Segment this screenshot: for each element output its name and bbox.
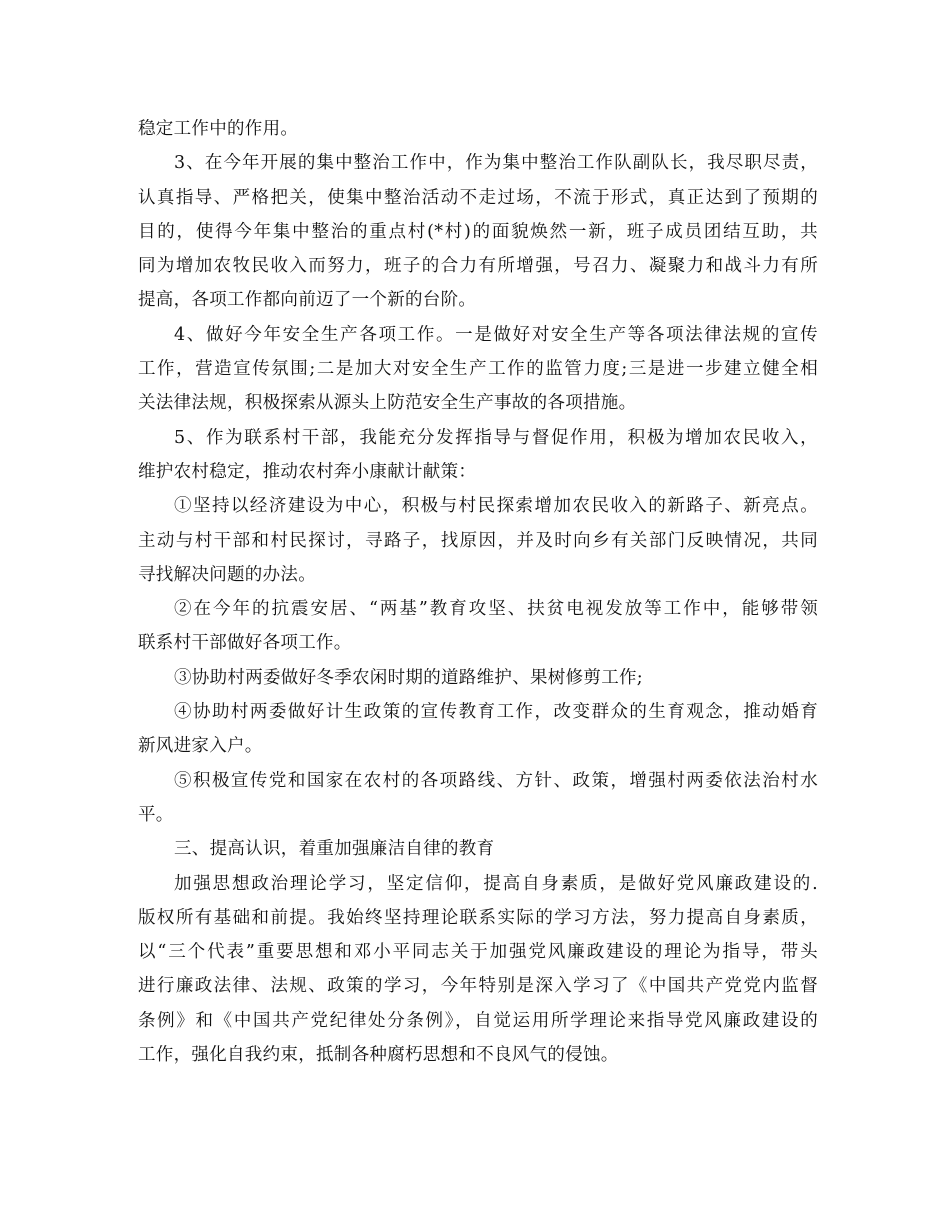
text-line: 条例》和《中国共产党纪律处分条例》，自觉运用所学理论来指导党风廉政建设的 <box>138 1010 818 1031</box>
text-line: 稳定工作中的作用。 <box>138 119 299 139</box>
text-line: 4、做好今年安全生产各项工作。一是做好对安全生产等各项法律法规的宣传 <box>174 324 818 345</box>
text-line: 同为增加农牧民收入而努力，班子的合力有所增强，号召力、凝聚力和战斗力有所 <box>138 256 818 277</box>
text-line: 加强思想政治理论学习，坚定信仰，提高自身素质，是做好党风廉政建设的. <box>174 873 818 894</box>
paragraph <box>138 489 818 592</box>
text-line: 认真指导、严格把关，使集中整治活动不走过场，不流于形式，真正达到了预期的 <box>138 187 818 208</box>
text-line: 进行廉政法律、法规、政策的学习，今年特别是深入学习了《中国共产党党内监督 <box>138 976 818 997</box>
text-line: 关法律法规，积极探索从源头上防范安全生产事故的各项措施。 <box>138 393 637 414</box>
section-heading <box>138 832 818 866</box>
text-line: 3、在今年开展的集中整治工作中，作为集中整治工作队副队长，我尽职尽责， <box>174 153 818 174</box>
text-line: 寻找解决问题的办法。 <box>138 564 316 585</box>
text-line: 工作，强化自我约束，抵制各种腐朽思想和不良风气的侵蚀。 <box>138 1045 619 1066</box>
text-line: 提高，各项工作都向前迈了一个新的台阶。 <box>138 290 477 311</box>
paragraph <box>138 421 818 490</box>
document-body <box>138 112 818 1072</box>
paragraph <box>138 764 818 833</box>
text-line: ⑤积极宣传党和国家在农村的各项路线、方针、政策，增强村两委依法治村水 <box>174 770 818 791</box>
paragraph <box>138 592 818 661</box>
text-line: 联系村干部做好各项工作。 <box>138 633 352 654</box>
text-line: 三、提高认识，着重加强廉洁自律的教育 <box>174 839 495 860</box>
text-line: 平。 <box>138 804 174 825</box>
paragraph <box>138 112 818 146</box>
text-line: 版权所有基础和前提。我始终坚持理论联系实际的学习方法，努力提高自身素质， <box>138 907 818 928</box>
paragraph <box>138 318 818 421</box>
text-line: ①坚持以经济建设为中心，积极与村民探索增加农民收入的新路子、新亮点。 <box>174 496 818 517</box>
text-line: ③协助村两委做好冬季农闲时期的道路维护、果树修剪工作; <box>174 667 643 688</box>
text-line: 工作，营造宣传氛围;二是加大对安全生产工作的监管力度;三是进一步建立健全相 <box>138 359 818 380</box>
text-line: 新风进家入户。 <box>138 736 263 757</box>
text-line: ②在今年的抗震安居、“两基”教育攻坚、扶贫电视发放等工作中，能够带领 <box>174 599 818 620</box>
paragraph <box>138 661 818 695</box>
paragraph <box>138 146 818 317</box>
text-line: 维护农村稳定，推动农村奔小康献计献策： <box>138 461 477 482</box>
paragraph <box>138 695 818 764</box>
text-line: 5、作为联系村干部，我能充分发挥指导与督促作用，积极为增加农民收入， <box>174 427 818 448</box>
text-line: 目的，使得今年集中整治的重点村(*村)的面貌焕然一新，班子成员团结互助，共 <box>138 221 818 242</box>
text-line: 主动与村干部和村民探讨，寻路子，找原因，并及时向乡有关部门反映情况，共同 <box>138 530 818 551</box>
paragraph <box>138 867 818 1073</box>
text-line: ④协助村两委做好计生政策的宣传教育工作，改变群众的生育观念，推动婚育 <box>174 702 818 723</box>
text-line: 以“三个代表”重要思想和邓小平同志关于加强党风廉政建设的理论为指导，带头 <box>138 942 818 963</box>
